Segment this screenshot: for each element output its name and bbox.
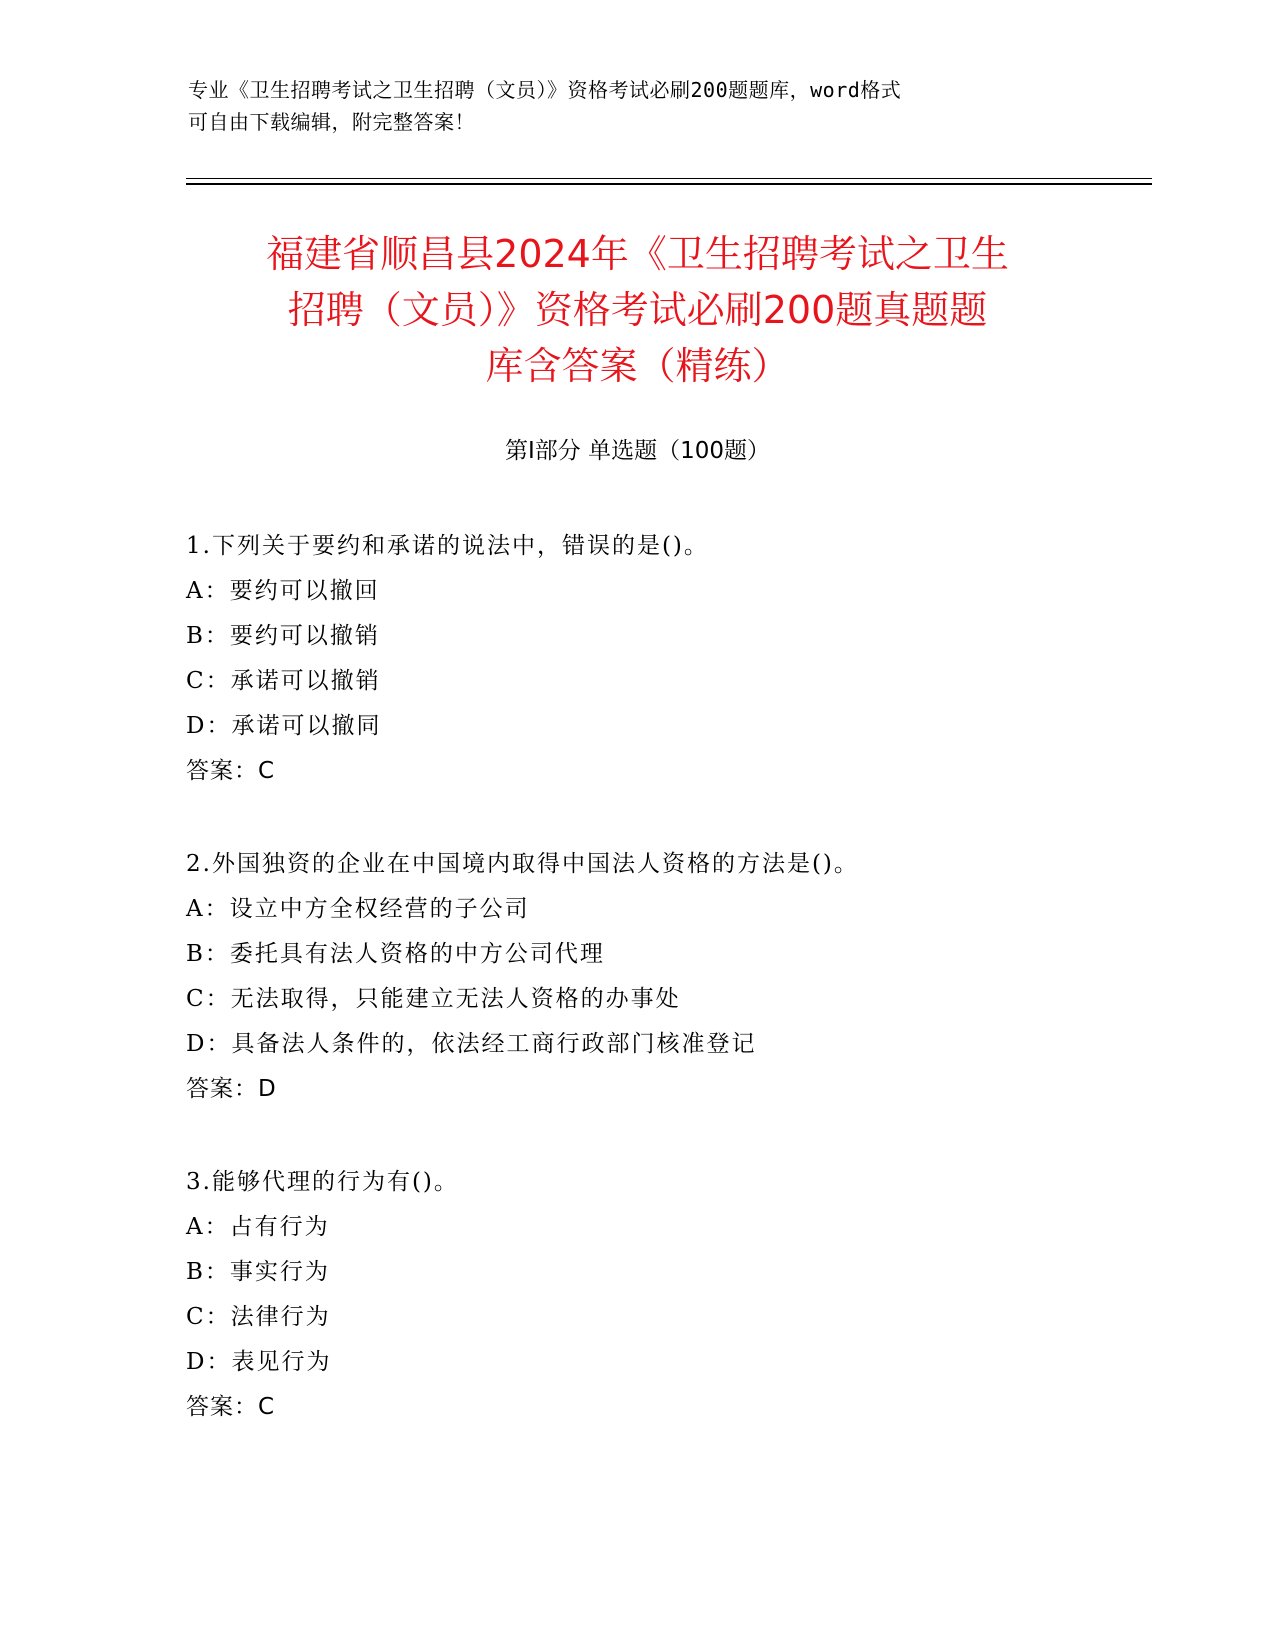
option-d: D：具备法人条件的，依法经工商行政部门核准登记 (186, 1031, 757, 1057)
document-title-line-1: 福建省顺昌县2024年《卫生招聘考试之卫生 (266, 232, 1009, 276)
option-a: A：占有行为 (186, 1214, 330, 1240)
document-title-line-3: 库含答案（精练） (485, 344, 790, 388)
answer: 答案：C (186, 1394, 276, 1420)
header-note-line-2: 可自由下载编辑，附完整答案！ (188, 110, 475, 134)
option-c: C：法律行为 (186, 1304, 331, 1330)
question-stem: 2.外国独资的企业在中国境内取得中国法人资格的方法是()。 (186, 851, 859, 877)
question-2 (186, 842, 1136, 1112)
question-1 (186, 524, 1136, 794)
option-d: D：表见行为 (186, 1349, 332, 1375)
question-3 (186, 1160, 1136, 1430)
document-title (150, 226, 1125, 394)
option-b: B：委托具有法人资格的中方公司代理 (186, 941, 605, 967)
answer: 答案：C (186, 758, 276, 784)
option-c: C：无法取得，只能建立无法人资格的办事处 (186, 986, 681, 1012)
option-a: A：要约可以撤回 (186, 578, 380, 604)
header-divider-thin (186, 178, 1152, 179)
section-heading: 第I部分 单选题（100题） (505, 438, 770, 464)
header-divider-thick (186, 183, 1152, 185)
option-b: B：事实行为 (186, 1259, 330, 1285)
option-d: D：承诺可以撤同 (186, 713, 382, 739)
option-c: C：承诺可以撤销 (186, 668, 381, 694)
question-stem: 1.下列关于要约和承诺的说法中，错误的是()。 (186, 533, 709, 559)
question-stem: 3.能够代理的行为有()。 (186, 1169, 459, 1195)
header-note (188, 74, 1088, 138)
option-a: A：设立中方全权经营的子公司 (186, 896, 530, 922)
header-note-line-1: 专业《卫生招聘考试之卫生招聘（文员）》资格考试必刷200题题库，word格式 (188, 78, 902, 102)
document-title-line-2: 招聘（文员）》资格考试必刷200题真题题 (287, 288, 988, 332)
answer: 答案：D (186, 1076, 277, 1102)
option-b: B：要约可以撤销 (186, 623, 380, 649)
